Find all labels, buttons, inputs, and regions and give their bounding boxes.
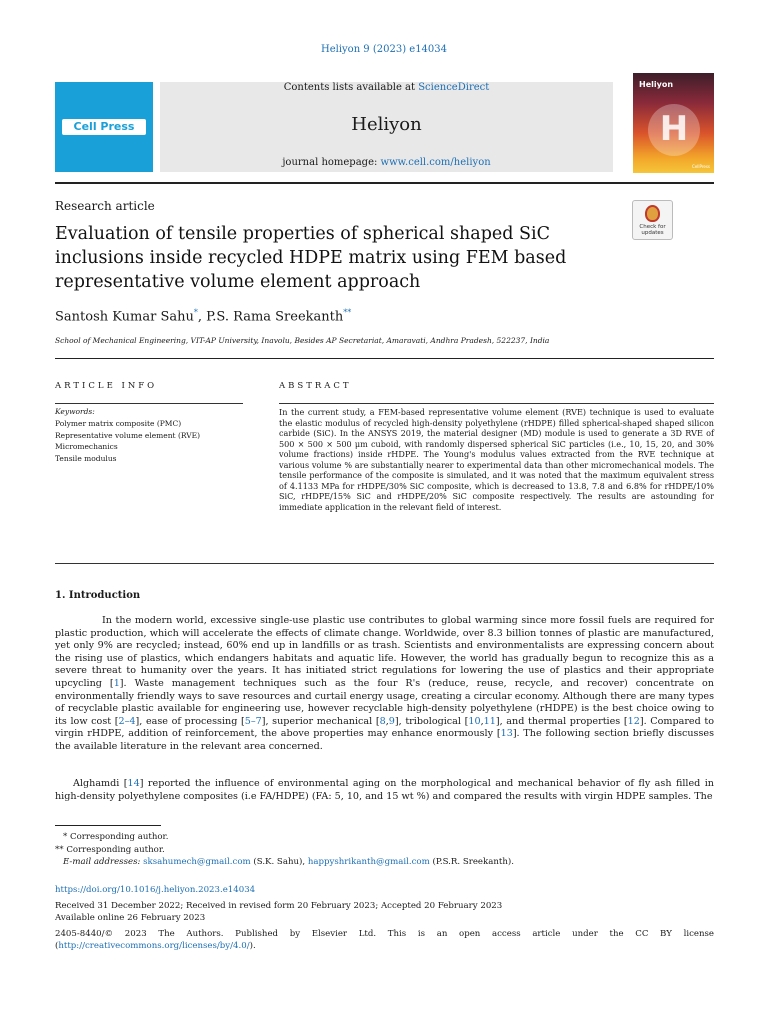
license-link[interactable]: http://creativecommons.org/licenses/by/4.0/: [58, 941, 250, 951]
abstract-rule: [279, 403, 714, 404]
author-1: Santosh Kumar Sahu: [55, 309, 194, 325]
citation-link[interactable]: 10: [468, 715, 481, 727]
section-heading: 1. Introduction: [55, 590, 141, 601]
keyword-item: Polymer matrix composite (PMC): [55, 419, 182, 428]
license-statement: 2405-8440/© 2023 The Authors. Published by Elsevier Ltd. This is an open access article under the CC BY license (http://creativecommons.org/licenses/by/4.0/).: [55, 929, 714, 951]
citation-link[interactable]: 14: [127, 778, 140, 789]
keyword-item: Representative volume element (RVE): [55, 430, 201, 440]
footnote-corresponding-1: * Corresponding author.: [63, 832, 169, 842]
check-updates-line2: updates: [641, 230, 664, 236]
keywords-label: Keywords:: [55, 407, 95, 416]
footnote-emails: E-mail addresses: sksahumech@gmail.com (S.K. Sahu), happyshrikanth@gmail.com (P.S.R. Sreekanth).: [63, 857, 514, 867]
abstract-divider: [55, 563, 714, 564]
author-2-mark[interactable]: **: [343, 308, 352, 317]
header-divider: [55, 182, 714, 184]
received-dates: Received 31 December 2022; Received in revised form 20 February 2023; Accepted 20 February 2023: [55, 901, 503, 911]
citation-link[interactable]: 5–7: [244, 715, 262, 727]
keyword-item: Tensile modulus: [55, 453, 117, 463]
citation-link[interactable]: 12: [627, 715, 640, 727]
article-info-heading: ARTICLE INFO: [55, 381, 158, 391]
title-divider: [55, 358, 714, 359]
homepage-link[interactable]: www.cell.com/heliyon: [380, 157, 491, 168]
check-for-updates-label: [633, 224, 672, 236]
intro-paragraph-2: Alghamdi [14] reported the influence of environmental aging on the morphological and mechanical behavior of fly ash filled in high-density polyethylene composites (i.e FA/HDPE) (FA: 5, 10, and 15 wt %) and compared the results with virgin HDPE samples. The: [55, 778, 714, 802]
cover-title: Heliyon: [639, 80, 674, 89]
citation-link[interactable]: 2–4: [118, 715, 136, 727]
available-online: Available online 26 February 2023: [55, 913, 206, 923]
footnotes: [55, 831, 514, 869]
publisher-logo-text: Cell Press: [73, 120, 135, 133]
article-info-rule: [55, 403, 243, 404]
footnote-corresponding-2: ** Corresponding author.: [55, 844, 165, 855]
affiliation: School of Mechanical Engineering, VIT-AP University, Inavolu, Besides AP Secretariat, Amaravati, Andhra Pradesh, 522237, India: [55, 336, 550, 345]
author-separator: ,: [197, 309, 207, 325]
homepage-line: [160, 157, 613, 168]
journal-name: Heliyon: [351, 114, 422, 135]
citation-link[interactable]: 8: [379, 715, 386, 727]
contents-line: [160, 82, 613, 93]
intro-paragraph-1: In the modern world, excessive single-use plastic use contributes to global warming since more fossil fuels are required for plastic production, which will accelerate the effects of climate change. Worldwide, over 8.3 billion tonnes of plastic are manufactured, yet only 9% are recycled; instead, 60% end up in landfills or as trash. Scientists and environmentalists are expressing concern about the rising use of plastics, which endangers habitats and aquatic life. However, the world has gradually begun to recognize this as a severe threat to humanity over the years. It has initiated strict regulations for lowering the use of plastics and their appropriate upcycling [1]. Waste management techniques such as the four R's (reduce, reuse, recycle, and recover) concentrate on environmentally friendly ways to save resources and curtail energy usage, creating a circular economy. Although there are many types of recyclable plastic available for engineering use, however recyclable high-density polyethylene (rHDPE) is the best choice owing to its low cost [2–4], ease of processing [5–7], superior mechanical [8,9], tribological [10,11], and thermal properties [12]. Compared to virgin rHDPE, addition of reinforcement, the above properties may enhance enormously [13]. The following section briefly discusses the available literature in the relevant area concerned.: [55, 615, 715, 752]
keywords-list: [55, 418, 200, 464]
doi-link[interactable]: https://doi.org/10.1016/j.heliyon.2023.e14034: [55, 885, 256, 895]
email-link-1[interactable]: sksahumech@gmail.com: [143, 857, 251, 867]
cover-letter: H: [659, 109, 689, 149]
sciencedirect-link[interactable]: ScienceDirect: [418, 82, 490, 93]
email-label: E-mail addresses:: [63, 857, 144, 867]
cellpress-logo[interactable]: [62, 119, 146, 135]
author-2: P.S. Rama Sreekanth: [206, 309, 344, 325]
check-updates-line1: Check for: [639, 224, 666, 230]
abstract-text: In the current study, a FEM-based representative volume element (RVE) technique is used to evaluate the elastic modulus of recycled high-density polyethylene (rHDPE) filled spherical-shaped shaped silicon carbide (SiC). In the ANSYS 2019, the material designer (MD) module is used to generate a 3D RVE of 500 × 500 × 500 μm cuboid, with randomly dispersed spherical SiC particles (i.e., 10, 15, 20, and 30% volume fractions) inside rHDPE. The Young's modulus values extracted from the RVE technique at various volume % are substantially nearer to experimental data than other micromechanical models. The tensile performance of the composite is simulated, and it was noted that the maximum equivalent stress of 4.1133 MPa for rHDPE/30% SiC composite, which is decreased to 13.8, 7.8 and 6.8% for rHDPE/10% SiC, rHDPE/15% SiC and rHDPE/20% SiC composite respectively. The results are astounding for immediate application in the relevant field of interest.: [279, 407, 714, 512]
contents-prefix: Contents lists available at: [283, 82, 419, 93]
paper-title: Evaluation of tensile properties of spherical shaped SiC inclusions inside recycled HDPE matrix using FEM based representative volume element approach: [55, 224, 567, 292]
bookmark-icon: [645, 205, 660, 222]
abstract-heading: ABSTRACT: [279, 381, 352, 391]
author-list: [55, 308, 351, 324]
citation-link[interactable]: 11: [483, 715, 496, 727]
journal-reference[interactable]: Heliyon 9 (2023) e14034: [320, 44, 448, 55]
cover-publisher: CellPress: [692, 164, 711, 169]
citation-link[interactable]: 13: [500, 728, 513, 740]
email-link-2[interactable]: happyshrikanth@gmail.com: [307, 857, 430, 867]
footnote-divider: [55, 825, 161, 826]
article-type: Research article: [55, 199, 155, 213]
author-1-mark[interactable]: *: [193, 308, 198, 317]
keyword-item: Micromechanics: [55, 442, 118, 451]
homepage-prefix: journal homepage:: [282, 157, 381, 168]
citation-link[interactable]: 1: [113, 677, 120, 689]
citation-link[interactable]: 9: [388, 715, 395, 727]
